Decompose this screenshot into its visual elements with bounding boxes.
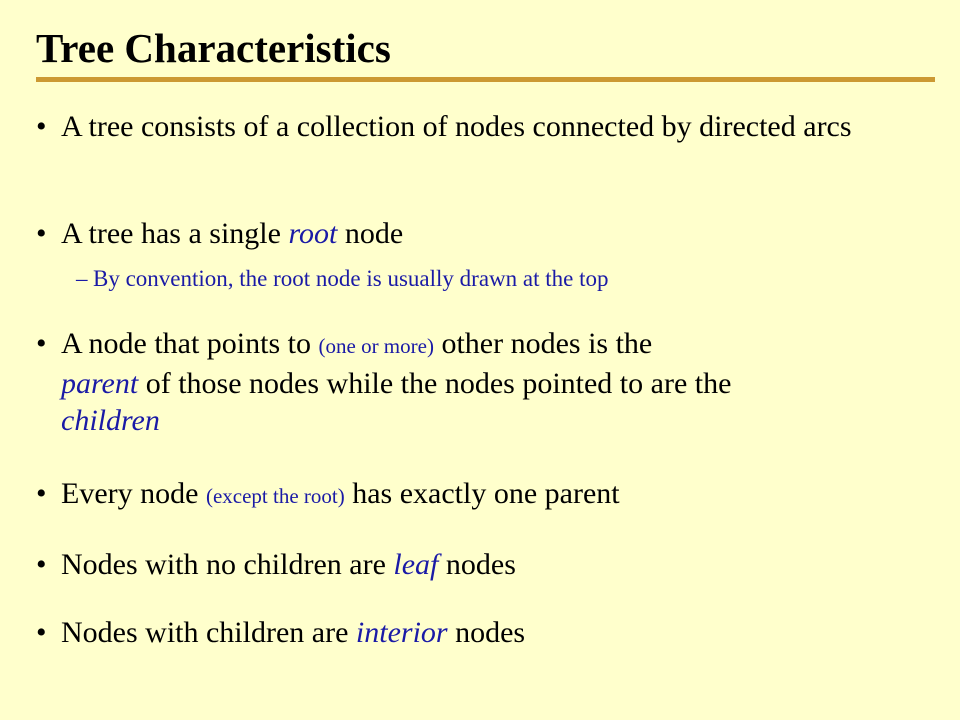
term-interior: interior [355, 616, 448, 649]
bullet-text-start: Every node [61, 477, 206, 510]
bullet-text-end: nodes [447, 616, 526, 649]
sub-bullet-convention [76, 264, 609, 294]
bullet-single-root [36, 215, 916, 252]
bullet-text-start: A node that points to [61, 327, 319, 360]
aside-except-root: (except the root) [205, 484, 345, 508]
bullet-dot: • [36, 477, 47, 510]
bullet-text-end: nodes [438, 548, 516, 581]
bullet-dot: • [36, 110, 47, 143]
bullet-collection-of-nodes [36, 108, 916, 145]
bullet-text-end: has exactly one parent [344, 477, 620, 510]
term-parent: parent [61, 367, 139, 400]
bullet-interior-nodes [36, 614, 916, 651]
bullet-dot: • [36, 327, 47, 360]
bullet-text-start: Nodes with children are [61, 616, 356, 649]
term-root: root [288, 217, 338, 250]
bullet-text-mid: of those nodes while the nodes pointed to are the [138, 367, 732, 400]
aside-one-or-more: (one or more) [318, 334, 434, 358]
sub-bullet-dash: – [76, 266, 88, 291]
title-underline [36, 77, 935, 82]
bullet-parent-children [36, 325, 916, 439]
term-leaf: leaf [393, 548, 439, 581]
bullet-dot: • [36, 616, 47, 649]
bullet-text-mid: other nodes is the [433, 327, 653, 360]
bullet-text: A tree consists of a collection of nodes connected by directed arcs [61, 110, 852, 143]
bullet-dot: • [36, 217, 47, 250]
bullet-text-start: A tree has a single [61, 217, 289, 250]
bullet-exactly-one-parent [36, 475, 916, 515]
sub-bullet-text: By convention, the root node is usually drawn at the top [93, 266, 609, 291]
bullet-dot: • [36, 548, 47, 581]
term-children: children [61, 404, 160, 437]
slide-title: Tree Characteristics [36, 25, 391, 71]
bullet-text-start: Nodes with no children are [61, 548, 394, 581]
bullet-text-end: node [337, 217, 404, 250]
bullet-leaf-nodes [36, 546, 916, 583]
